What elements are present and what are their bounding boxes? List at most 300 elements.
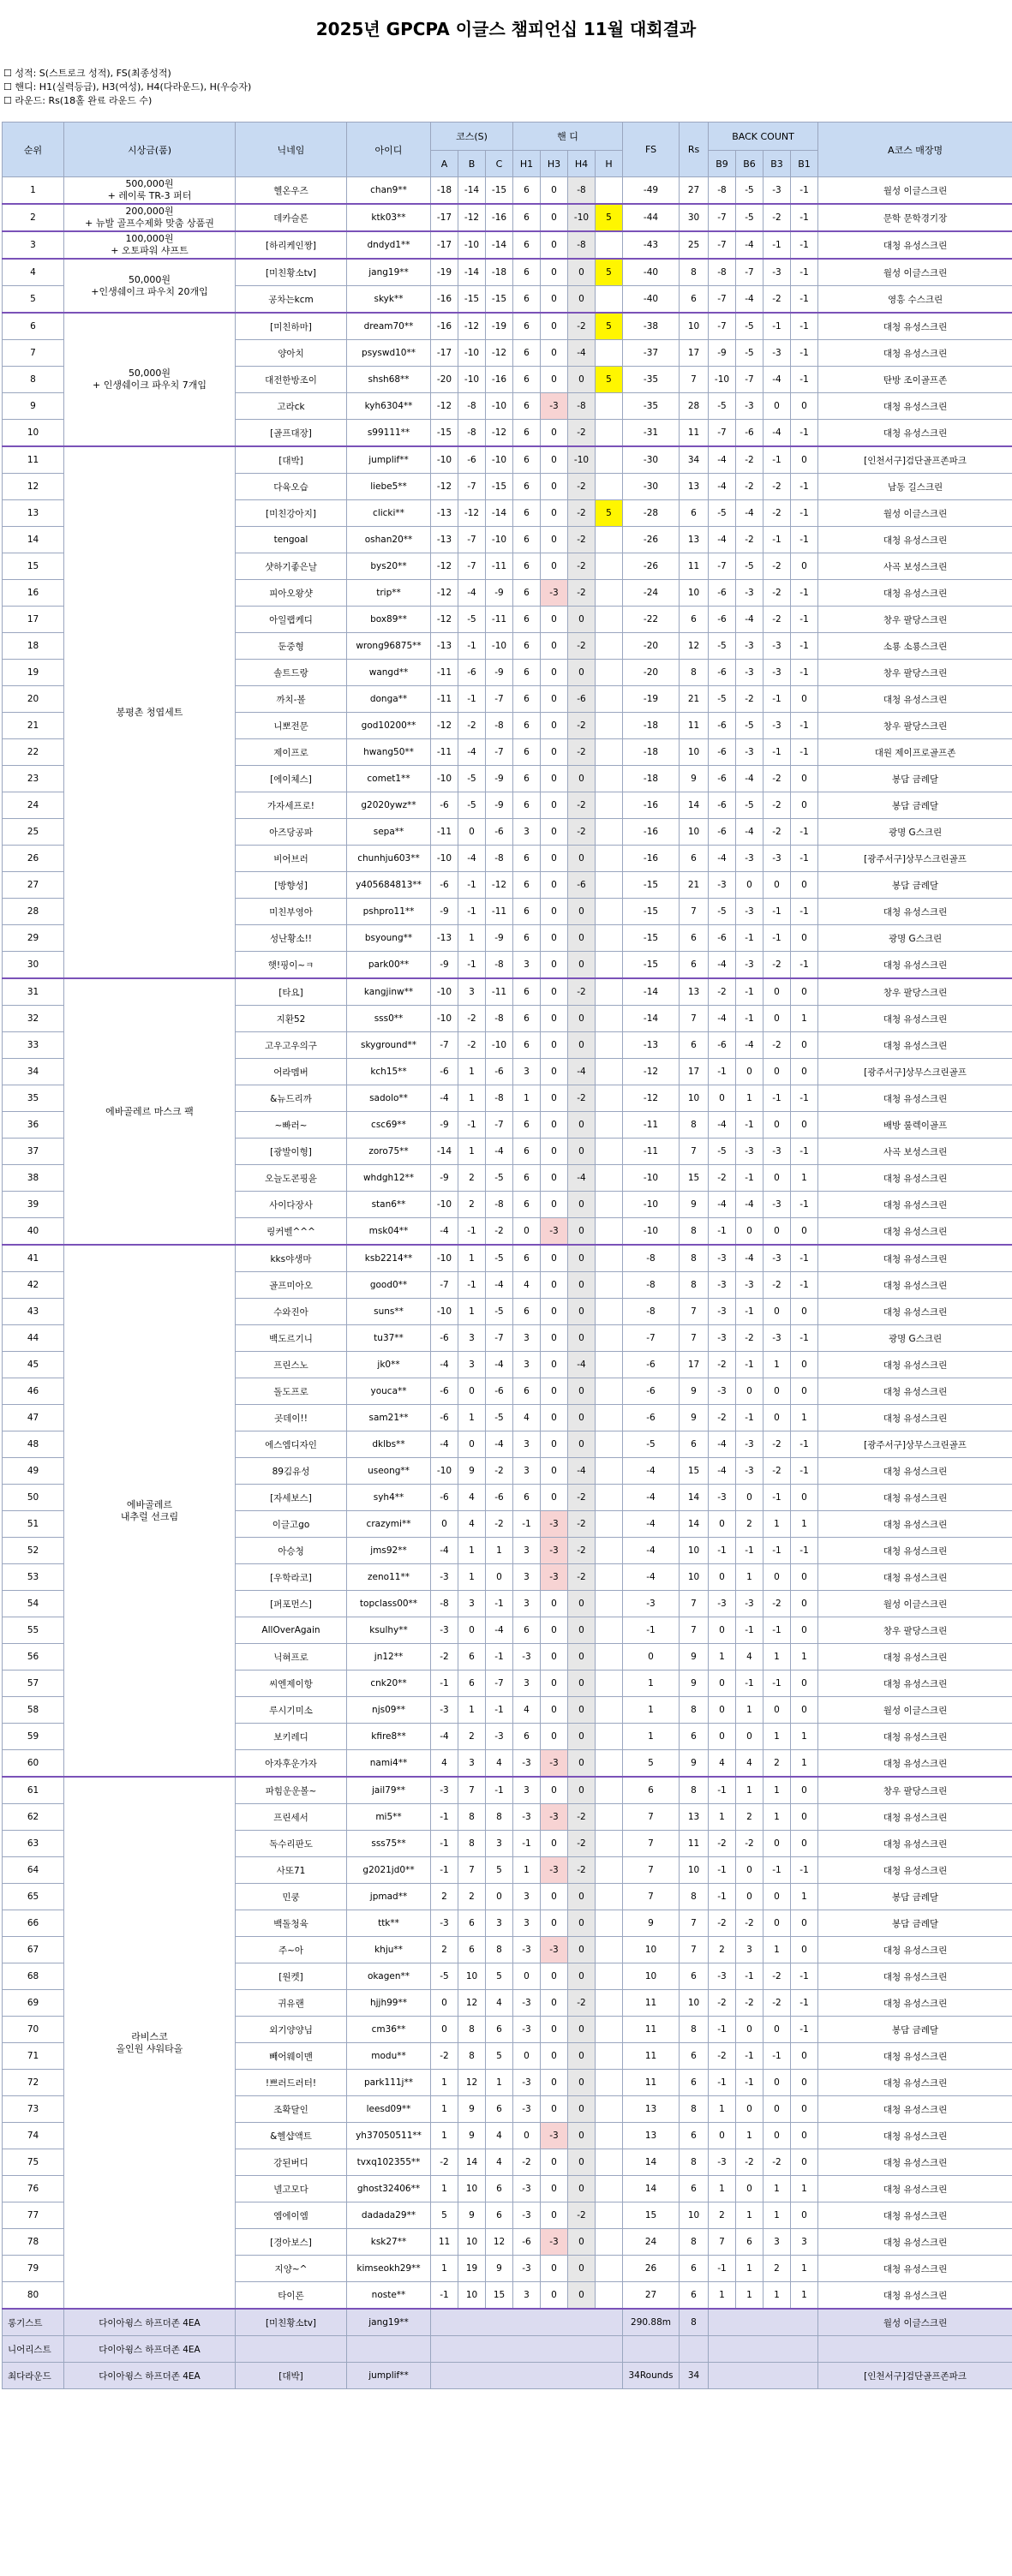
b1-cell: -1: [791, 1458, 818, 1485]
h-cell: [596, 474, 623, 500]
nick-cell: [미친강아지]: [236, 500, 347, 527]
store-cell: 대청 유성스크린: [818, 952, 1012, 979]
h4-cell: -6: [568, 686, 596, 713]
score-c-cell: 6: [486, 2096, 513, 2123]
score-b-cell: 10: [458, 2176, 486, 2202]
b3-cell: -2: [763, 1272, 791, 1299]
b6-cell: -1: [736, 1617, 763, 1644]
h-cell: 5: [596, 259, 623, 286]
b1-cell: 0: [791, 1671, 818, 1697]
score-b-cell: -8: [458, 420, 486, 447]
rs-cell: 8: [680, 2229, 709, 2256]
h-cell: [596, 1724, 623, 1750]
store-cell: 대청 유성스크린: [818, 2123, 1012, 2149]
h3-cell: 0: [541, 1165, 568, 1192]
b6-cell: 3: [736, 1937, 763, 1963]
store-cell: [광주서구]상무스크린골프: [818, 1059, 1012, 1085]
id-cell: msk04**: [347, 1218, 431, 1246]
b3-cell: -1: [763, 1538, 791, 1564]
h1-cell: 3: [513, 1431, 541, 1458]
rank-cell: 72: [3, 2070, 64, 2096]
b9-cell: 1: [709, 2282, 736, 2310]
h4-cell: 0: [568, 1910, 596, 1937]
score-b-cell: 19: [458, 2256, 486, 2282]
h1-cell: 3: [513, 1059, 541, 1085]
b9-cell: 0: [709, 2123, 736, 2149]
b1-cell: 0: [791, 446, 818, 474]
fs-cell: -6: [623, 1352, 680, 1378]
b9-cell: -6: [709, 580, 736, 607]
b9-cell: -6: [709, 607, 736, 633]
store-cell: 대청 유성스크린: [818, 1378, 1012, 1405]
score-c-cell: 5: [486, 1963, 513, 1990]
rank-cell: 45: [3, 1352, 64, 1378]
rs-cell: 6: [680, 607, 709, 633]
prize-cell: 에바골레르 내추럴 선크림: [64, 1245, 236, 1777]
h-cell: [596, 1644, 623, 1671]
b3-cell: -3: [763, 660, 791, 686]
rank-cell: 19: [3, 660, 64, 686]
id-cell: god10200**: [347, 713, 431, 739]
b3-cell: -1: [763, 527, 791, 553]
h1-cell: 3: [513, 819, 541, 846]
h-cell: [596, 2149, 623, 2176]
b1-cell: 1: [791, 2282, 818, 2310]
h1-cell: 6: [513, 474, 541, 500]
id-cell: jn12**: [347, 1644, 431, 1671]
h4-cell: 0: [568, 367, 596, 393]
nick-cell: 강된버디: [236, 2149, 347, 2176]
rank-cell: 27: [3, 872, 64, 899]
h3-cell: 0: [541, 1591, 568, 1617]
score-b-cell: -10: [458, 367, 486, 393]
nick-cell: 에스엠디자인: [236, 1431, 347, 1458]
b3-cell: -1: [763, 446, 791, 474]
b1-cell: 1: [791, 1724, 818, 1750]
rs-cell: 8: [680, 660, 709, 686]
rs-cell: 30: [680, 204, 709, 231]
b9-cell: -3: [709, 1245, 736, 1272]
fs-cell: -38: [623, 313, 680, 340]
h-cell: [596, 2017, 623, 2043]
h1-cell: -3: [513, 2256, 541, 2282]
fs-cell: -14: [623, 978, 680, 1006]
h-cell: [596, 872, 623, 899]
b9-cell: -3: [709, 1299, 736, 1325]
store-cell: 광명 G스크린: [818, 1325, 1012, 1352]
b3-cell: -2: [763, 1591, 791, 1617]
fs-cell: -44: [623, 204, 680, 231]
b3-cell: -2: [763, 474, 791, 500]
h-cell: [596, 2096, 623, 2123]
rank-cell: 2: [3, 204, 64, 231]
h4-cell: -2: [568, 978, 596, 1006]
h4-cell: 0: [568, 2070, 596, 2096]
h1-cell: 6: [513, 766, 541, 792]
h-cell: [596, 792, 623, 819]
fs-cell: 11: [623, 1990, 680, 2017]
h3-cell: 0: [541, 2070, 568, 2096]
h1-cell: 6: [513, 713, 541, 739]
store-cell: 대청 유성스크린: [818, 2202, 1012, 2229]
award-row: [3, 2309, 1012, 2336]
h3-cell: 0: [541, 2202, 568, 2229]
h-cell: [596, 899, 623, 925]
b3-cell: -4: [763, 420, 791, 447]
b6-cell: 0: [736, 2017, 763, 2043]
b1-cell: 0: [791, 872, 818, 899]
h-cell: [596, 1777, 623, 1804]
h3-cell: 0: [541, 899, 568, 925]
b6-cell: -3: [736, 1458, 763, 1485]
award-label-cell: 롱기스트: [3, 2309, 64, 2336]
b6-cell: -4: [736, 500, 763, 527]
store-cell: 사곡 보성스크린: [818, 1139, 1012, 1165]
score-a-cell: -6: [431, 1485, 458, 1511]
h4-cell: 0: [568, 286, 596, 314]
fs-cell: -18: [623, 713, 680, 739]
b9-cell: -2: [709, 1831, 736, 1857]
h-cell: [596, 1750, 623, 1778]
store-cell: 월성 이글스크린: [818, 1697, 1012, 1724]
nick-cell: 귀유랜: [236, 1990, 347, 2017]
rs-cell: 10: [680, 1564, 709, 1591]
fs-cell: -22: [623, 607, 680, 633]
b1-cell: 0: [791, 2202, 818, 2229]
b3-cell: -3: [763, 633, 791, 660]
h1-cell: 6: [513, 899, 541, 925]
h3-cell: 0: [541, 1990, 568, 2017]
b6-cell: 2: [736, 1804, 763, 1831]
score-a-cell: -12: [431, 713, 458, 739]
rank-cell: 46: [3, 1378, 64, 1405]
rs-cell: 14: [680, 1511, 709, 1538]
rank-cell: 51: [3, 1511, 64, 1538]
prize-cell: 50,000원 + 인생쉐이크 파우치 7개입: [64, 313, 236, 446]
b6-cell: 0: [736, 1059, 763, 1085]
b3-cell: -3: [763, 177, 791, 205]
rank-cell: 57: [3, 1671, 64, 1697]
b9-cell: -4: [709, 1192, 736, 1218]
score-a-cell: -1: [431, 1804, 458, 1831]
score-c-cell: -2: [486, 1218, 513, 1246]
h3-cell: 0: [541, 1378, 568, 1405]
h3-cell: -3: [541, 2229, 568, 2256]
h1-cell: 0: [513, 2123, 541, 2149]
store-cell: 탄방 조이골프존: [818, 367, 1012, 393]
b1-cell: 0: [791, 766, 818, 792]
b6-cell: -2: [736, 1910, 763, 1937]
id-cell: jk0**: [347, 1352, 431, 1378]
h1-cell: -3: [513, 1644, 541, 1671]
b3-cell: 1: [763, 1352, 791, 1378]
rank-cell: 9: [3, 393, 64, 420]
score-a-cell: -4: [431, 1724, 458, 1750]
award-id-cell: [347, 2336, 431, 2363]
nick-cell: 니뽀전문: [236, 713, 347, 739]
b1-cell: 0: [791, 553, 818, 580]
score-c-cell: -1: [486, 1644, 513, 1671]
fs-cell: -40: [623, 286, 680, 314]
h4-cell: -2: [568, 1085, 596, 1112]
b6-cell: -4: [736, 286, 763, 314]
rank-cell: 43: [3, 1299, 64, 1325]
store-cell: 문학 문학경기장: [818, 204, 1012, 231]
b3-cell: 0: [763, 872, 791, 899]
b9-cell: -6: [709, 660, 736, 686]
fs-cell: -10: [623, 1218, 680, 1246]
b6-cell: -5: [736, 792, 763, 819]
h3-cell: 0: [541, 1485, 568, 1511]
fs-cell: -43: [623, 231, 680, 259]
rs-cell: 17: [680, 1059, 709, 1085]
store-cell: 대청 유성스크린: [818, 231, 1012, 259]
nick-cell: 링커벨^^^: [236, 1218, 347, 1246]
b3-cell: 1: [763, 1724, 791, 1750]
h-cell: [596, 2229, 623, 2256]
b1-cell: 0: [791, 1591, 818, 1617]
header-b3: B3: [763, 151, 791, 177]
rs-cell: 6: [680, 2070, 709, 2096]
id-cell: sss0**: [347, 1006, 431, 1032]
nick-cell: 가자세프로!: [236, 792, 347, 819]
score-a-cell: 11: [431, 2229, 458, 2256]
h4-cell: -2: [568, 1485, 596, 1511]
rs-cell: 14: [680, 1485, 709, 1511]
h-cell: [596, 580, 623, 607]
fs-cell: -14: [623, 1006, 680, 1032]
score-b-cell: 1: [458, 1564, 486, 1591]
h1-cell: -3: [513, 2096, 541, 2123]
b1-cell: 0: [791, 1299, 818, 1325]
rank-cell: 60: [3, 1750, 64, 1778]
id-cell: g2021jd0**: [347, 1857, 431, 1884]
h3-cell: 0: [541, 1777, 568, 1804]
score-b-cell: -6: [458, 660, 486, 686]
h-cell: [596, 766, 623, 792]
rs-cell: 10: [680, 2202, 709, 2229]
id-cell: liebe5**: [347, 474, 431, 500]
b1-cell: 0: [791, 686, 818, 713]
rank-cell: 11: [3, 446, 64, 474]
b9-cell: -1: [709, 2070, 736, 2096]
b6-cell: 0: [736, 1218, 763, 1246]
id-cell: ksulhy**: [347, 1617, 431, 1644]
header-backcount: BACK COUNT: [709, 123, 818, 151]
h-cell: 5: [596, 313, 623, 340]
rs-cell: 13: [680, 978, 709, 1006]
b9-cell: -6: [709, 766, 736, 792]
h4-cell: 0: [568, 1750, 596, 1778]
score-c-cell: -8: [486, 952, 513, 979]
nick-cell: 데카슬론: [236, 204, 347, 231]
h4-cell: -2: [568, 1990, 596, 2017]
rank-cell: 56: [3, 1644, 64, 1671]
rank-cell: 40: [3, 1218, 64, 1246]
b9-cell: -2: [709, 1405, 736, 1431]
h4-cell: 0: [568, 1963, 596, 1990]
score-a-cell: -9: [431, 899, 458, 925]
nick-cell: &뉴드리까: [236, 1085, 347, 1112]
h4-cell: -2: [568, 819, 596, 846]
b3-cell: 1: [763, 1804, 791, 1831]
store-cell: 창우 팔당스크린: [818, 1617, 1012, 1644]
b1-cell: 0: [791, 1777, 818, 1804]
store-cell: 봉담 금례달: [818, 792, 1012, 819]
h4-cell: -2: [568, 633, 596, 660]
b1-cell: 1: [791, 1405, 818, 1431]
h4-cell: 0: [568, 1644, 596, 1671]
h3-cell: -3: [541, 1750, 568, 1778]
h-cell: [596, 2123, 623, 2149]
h1-cell: -3: [513, 2070, 541, 2096]
h1-cell: 1: [513, 1857, 541, 1884]
b9-cell: 1: [709, 2096, 736, 2123]
h1-cell: 6: [513, 925, 541, 952]
b6-cell: -3: [736, 952, 763, 979]
fs-cell: 7: [623, 1831, 680, 1857]
score-a-cell: -10: [431, 1006, 458, 1032]
fs-cell: -5: [623, 1431, 680, 1458]
b9-cell: -4: [709, 446, 736, 474]
score-a-cell: -9: [431, 952, 458, 979]
id-cell: g2020ywz**: [347, 792, 431, 819]
score-a-cell: -10: [431, 978, 458, 1006]
score-c-cell: -7: [486, 686, 513, 713]
b1-cell: 0: [791, 2096, 818, 2123]
b6-cell: -2: [736, 474, 763, 500]
h-cell: [596, 660, 623, 686]
h3-cell: -3: [541, 1218, 568, 1246]
b6-cell: -5: [736, 313, 763, 340]
score-a-cell: 1: [431, 2123, 458, 2149]
rank-cell: 12: [3, 474, 64, 500]
h3-cell: 0: [541, 1405, 568, 1431]
rank-cell: 48: [3, 1431, 64, 1458]
score-b-cell: 0: [458, 819, 486, 846]
h3-cell: -3: [541, 1804, 568, 1831]
h4-cell: -2: [568, 313, 596, 340]
fs-cell: -12: [623, 1059, 680, 1085]
b6-cell: -5: [736, 713, 763, 739]
score-c-cell: -18: [486, 259, 513, 286]
b3-cell: 0: [763, 1378, 791, 1405]
rs-cell: 10: [680, 580, 709, 607]
fs-cell: -4: [623, 1511, 680, 1538]
rs-cell: 10: [680, 1085, 709, 1112]
id-cell: jail79**: [347, 1777, 431, 1804]
score-c-cell: -10: [486, 393, 513, 420]
header-fs: FS: [623, 123, 680, 177]
rs-cell: 7: [680, 1299, 709, 1325]
rank-cell: 54: [3, 1591, 64, 1617]
nick-cell: 엠에이엠: [236, 2202, 347, 2229]
header-course: 코스(S): [431, 123, 513, 151]
h-cell: [596, 1990, 623, 2017]
rs-cell: 21: [680, 686, 709, 713]
score-b-cell: -12: [458, 313, 486, 340]
fs-cell: 13: [623, 2123, 680, 2149]
fs-cell: -37: [623, 340, 680, 367]
h1-cell: 0: [513, 2043, 541, 2070]
h4-cell: 0: [568, 846, 596, 872]
h-cell: [596, 1139, 623, 1165]
h1-cell: 6: [513, 286, 541, 314]
rs-cell: 34: [680, 446, 709, 474]
score-a-cell: -12: [431, 393, 458, 420]
rs-cell: 8: [680, 2149, 709, 2176]
header-h1: H1: [513, 151, 541, 177]
award-empty-cell: [431, 2363, 623, 2389]
store-cell: 대청 유성스크린: [818, 1165, 1012, 1192]
store-cell: 대청 유성스크린: [818, 340, 1012, 367]
score-a-cell: -20: [431, 367, 458, 393]
rs-cell: 6: [680, 2123, 709, 2149]
rs-cell: 6: [680, 2282, 709, 2310]
prize-cell: 에바골레르 마스크 팩: [64, 978, 236, 1245]
score-b-cell: 1: [458, 1299, 486, 1325]
rs-cell: 25: [680, 231, 709, 259]
store-cell: 대청 유성스크린: [818, 1511, 1012, 1538]
header-rs: Rs: [680, 123, 709, 177]
b9-cell: -6: [709, 792, 736, 819]
score-b-cell: -4: [458, 580, 486, 607]
b3-cell: -1: [763, 925, 791, 952]
h4-cell: 0: [568, 2017, 596, 2043]
h1-cell: 6: [513, 177, 541, 205]
b6-cell: 1: [736, 1564, 763, 1591]
h4-cell: 0: [568, 1245, 596, 1272]
store-cell: 대청 유성스크린: [818, 1299, 1012, 1325]
rs-cell: 10: [680, 1538, 709, 1564]
score-a-cell: -14: [431, 1139, 458, 1165]
id-cell: hjjh99**: [347, 1990, 431, 2017]
score-c-cell: 5: [486, 2043, 513, 2070]
b1-cell: 1: [791, 1884, 818, 1910]
fs-cell: -16: [623, 792, 680, 819]
rank-cell: 5: [3, 286, 64, 314]
rank-cell: 68: [3, 1963, 64, 1990]
rs-cell: 13: [680, 474, 709, 500]
store-cell: 봉담 금례달: [818, 1910, 1012, 1937]
rank-cell: 34: [3, 1059, 64, 1085]
score-a-cell: -9: [431, 1112, 458, 1139]
h4-cell: -2: [568, 1804, 596, 1831]
b1-cell: 0: [791, 1804, 818, 1831]
nick-cell: 조확달인: [236, 2096, 347, 2123]
b1-cell: -1: [791, 607, 818, 633]
store-cell: 영흥 수스크린: [818, 286, 1012, 314]
score-c-cell: -10: [486, 633, 513, 660]
fs-cell: -35: [623, 393, 680, 420]
h3-cell: 0: [541, 474, 568, 500]
b1-cell: 1: [791, 1165, 818, 1192]
b3-cell: 2: [763, 2256, 791, 2282]
b3-cell: -2: [763, 1032, 791, 1059]
rs-cell: 8: [680, 1884, 709, 1910]
nick-cell: 성난황소!!: [236, 925, 347, 952]
id-cell: skyground**: [347, 1032, 431, 1059]
rs-cell: 13: [680, 527, 709, 553]
rank-cell: 55: [3, 1617, 64, 1644]
score-c-cell: -6: [486, 1485, 513, 1511]
b3-cell: 1: [763, 2202, 791, 2229]
rank-cell: 75: [3, 2149, 64, 2176]
h3-cell: -3: [541, 580, 568, 607]
score-c-cell: 0: [486, 1564, 513, 1591]
store-cell: 남동 길스크린: [818, 474, 1012, 500]
id-cell: ghost32406**: [347, 2176, 431, 2202]
